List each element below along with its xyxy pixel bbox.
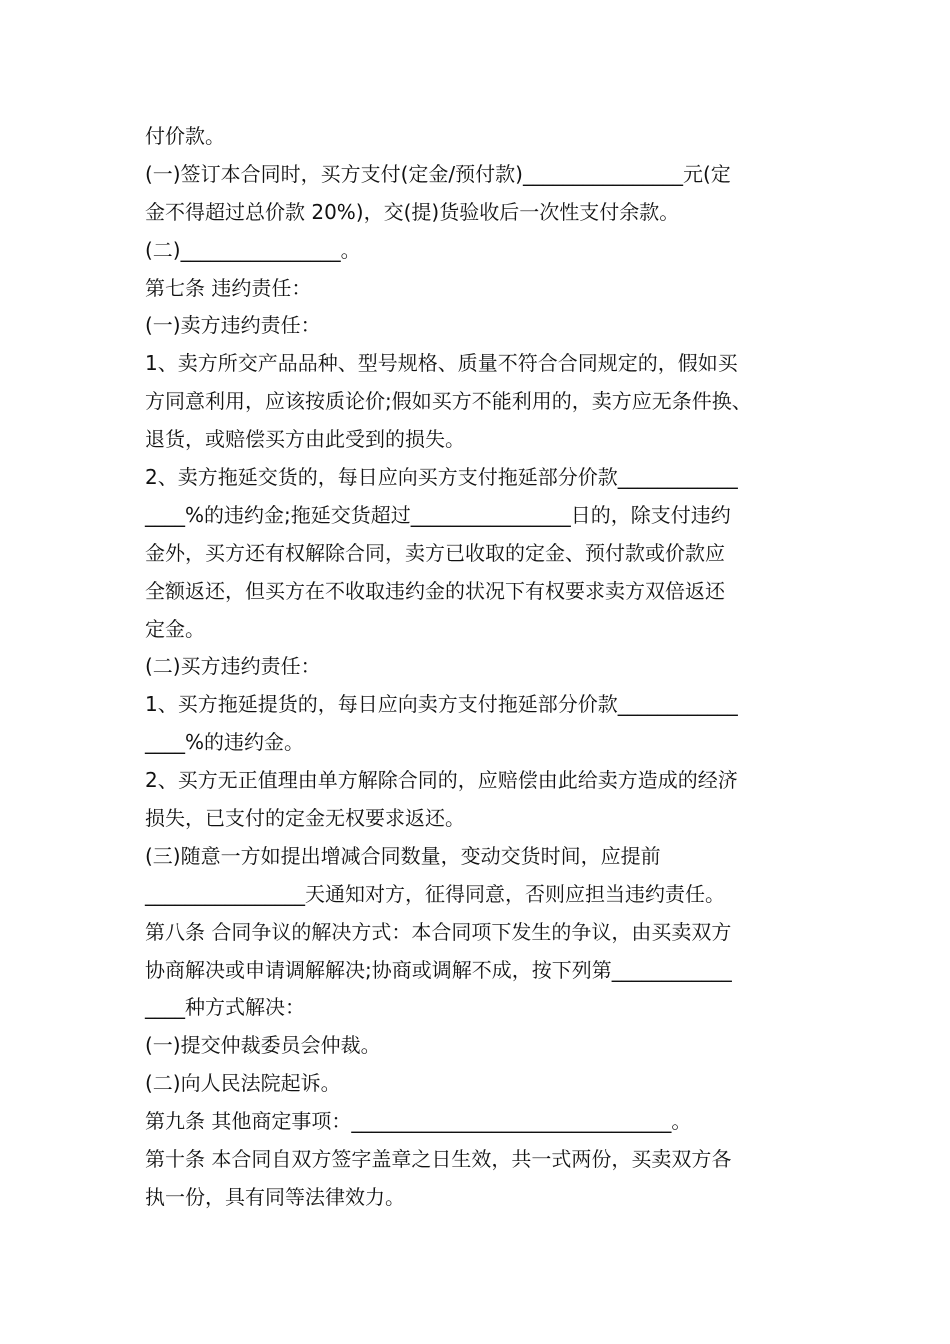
text-line: 金不得超过总价款 20%)，交(提)货验收后一次性支付余款。 <box>145 199 680 224</box>
text-line: (三)随意一方如提出增减合同数量，变动交货时间，应提前 <box>145 843 661 868</box>
subsection-heading: (二)买方违约责任： <box>145 654 321 679</box>
text-line: ____%的违约金;拖延交货超过________________日的，除支付违约 <box>145 502 731 527</box>
text-line: 1、卖方所交产品品种、型号规格、质量不符合合同规定的，假如买 <box>145 351 738 376</box>
text-line: (二)向人民法院起诉。 <box>145 1071 341 1096</box>
text-line: 执一份，具有同等法律效力。 <box>145 1184 405 1209</box>
text-line: 1、买方拖延提货的，每日应向卖方支付拖延部分价款____________ <box>145 692 738 717</box>
text-line: 定金。 <box>145 616 205 641</box>
subsection-heading: (一)卖方违约责任： <box>145 313 321 338</box>
text-line: 退货，或赔偿买方由此受到的损失。 <box>145 427 465 452</box>
text-line: ____种方式解决： <box>145 995 305 1020</box>
text-line: (二)________________。 <box>145 237 361 262</box>
section-heading: 第十条 本合同自双方签字盖章之日生效，共一式两份，买卖双方各 <box>145 1147 732 1172</box>
text-line: 协商解决或申请调解解决;协商或调解不成，按下列第____________ <box>145 957 732 982</box>
document-body <box>145 118 810 1217</box>
text-line: ________________天通知对方，征得同意，否则应担当违约责任。 <box>145 881 725 906</box>
text-line: (一)提交仲裁委员会仲裁。 <box>145 1033 381 1058</box>
section-heading: 第七条 违约责任： <box>145 275 312 300</box>
text-line: 2、卖方拖延交货的，每日应向买方支付拖延部分价款____________ <box>145 465 738 490</box>
text-line: 方同意利用，应该按质论价;假如买方不能利用的，卖方应无条件换、 <box>145 389 752 414</box>
text-line: 付价款。 <box>145 124 225 148</box>
text-line: 损失，已支付的定金无权要求返还。 <box>145 806 465 831</box>
text-line: (一)签订本合同时，买方支付(定金/预付款)________________元(定 <box>145 161 731 186</box>
section-heading: 第八条 合同争议的解决方式：本合同项下发生的争议，由买卖双方 <box>145 919 732 944</box>
text-line: 2、买方无正值理由单方解除合同的，应赔偿由此给卖方造成的经济 <box>145 768 738 793</box>
text-line: 金外，买方还有权解除合同，卖方已收取的定金、预付款或价款应 <box>145 540 725 565</box>
text-line: ____%的违约金。 <box>145 730 305 755</box>
section-heading: 第九条 其他商定事项：________________________________。 <box>145 1109 692 1134</box>
text-line: 全额返还，但买方在不收取违约金的状况下有权要求卖方双倍返还 <box>145 578 725 603</box>
